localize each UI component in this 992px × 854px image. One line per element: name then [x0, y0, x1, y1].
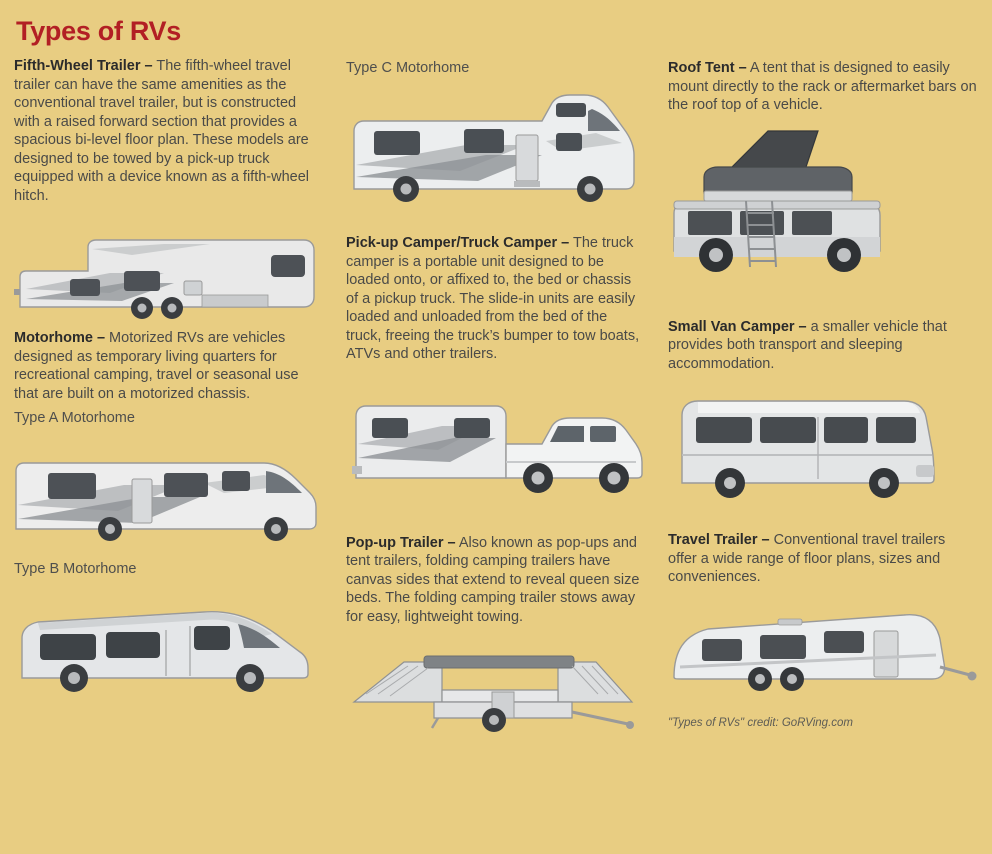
- travel-trailer-paragraph: [668, 531, 978, 587]
- truck-camper-term: Pick-up Camper/Truck Camper –: [346, 235, 570, 251]
- truck-camper-paragraph: [346, 234, 646, 364]
- fifth-wheel-term: Fifth-Wheel Trailer –: [14, 58, 153, 74]
- truck-camper-illustration: [346, 370, 646, 520]
- truck-camper-text: The truck camper is a portable unit designed to be loaded onto, or affixed to, the bed or chassis of a pickup truck. The slide-in units are easily loaded and unloaded from the bed of the truck, freeing the truck’s bumper to tow boats, ATVs and other trailers.: [346, 235, 640, 362]
- roof-tent-text: A tent that is designed to easily mount directly to the rack or aftermarket bars on the roof top of a vehicle.: [668, 60, 977, 113]
- fifth-wheel-text: The fifth-wheel travel trailer can have the same amenities as the conventional travel trailer, but is constructed with a raised forward section that provides a spacious bi-level floor plan. These models are designed to be towed by a pick-up truck equipped with a device known as a fifth-wheel hitch.: [14, 58, 310, 204]
- popup-trailer-illustration: [346, 632, 646, 742]
- travel-trailer-illustration: [668, 593, 978, 703]
- motorhome-paragraph: [14, 329, 324, 403]
- type-b-motorhome-caption: Type B Motorhome: [14, 561, 137, 577]
- fifth-wheel-paragraph: [14, 57, 324, 205]
- content-columns: [14, 57, 978, 742]
- small-van-camper-paragraph: [668, 318, 978, 374]
- column-middle: [346, 57, 646, 742]
- roof-tent-term: Roof Tent –: [668, 60, 747, 76]
- roof-tent-illustration: [668, 121, 978, 296]
- motorhome-term: Motorhome –: [14, 330, 106, 346]
- type-c-motorhome-illustration: [346, 81, 646, 216]
- type-a-motorhome-caption: Type A Motorhome: [14, 410, 135, 426]
- image-credit: "Types of RVs" credit: GoRVing.com: [668, 716, 853, 729]
- small-van-camper-illustration: [668, 379, 978, 509]
- column-right: [668, 57, 978, 740]
- popup-trailer-paragraph: [346, 534, 646, 627]
- roof-tent-paragraph: [668, 59, 978, 115]
- travel-trailer-text: Conventional travel trailers offer a wide range of floor plans, sizes and conveniences.: [668, 532, 946, 585]
- travel-trailer-term: Travel Trailer –: [668, 532, 770, 548]
- small-van-camper-term: Small Van Camper –: [668, 318, 807, 335]
- type-c-motorhome-caption: Type C Motorhome: [346, 60, 470, 76]
- small-van-camper-text: a smaller vehicle that provides both transport and sleeping accommodation.: [668, 318, 947, 372]
- popup-trailer-text: Also known as pop-ups and tent trailers, folding camping trailers have canvas sides that extend to reveal queen size beds. The folding camping trailer stows away for easy, lightweight towing.: [346, 534, 640, 625]
- fifth-wheel-trailer-illustration: [14, 211, 324, 321]
- page-title: Types of RVs: [16, 16, 181, 46]
- motorhome-text: Motorized RVs are vehicles designed as temporary living quarters for recreational camping, travel or seasonal use that are built on a motorized chassis.: [14, 330, 299, 402]
- popup-trailer-term: Pop-up Trailer –: [346, 534, 456, 551]
- type-a-motorhome-illustration: [14, 431, 324, 546]
- column-left: [14, 57, 324, 702]
- type-b-motorhome-illustration: [14, 582, 324, 702]
